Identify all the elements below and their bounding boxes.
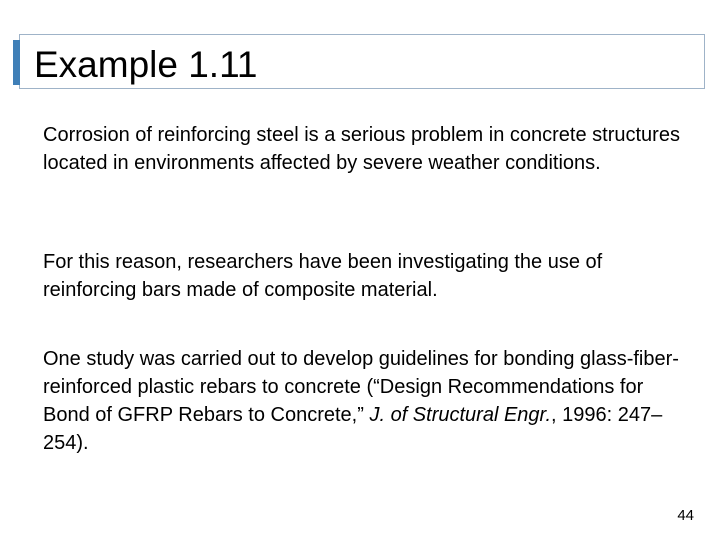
paragraph-research: For this reason, researchers have been investigating the use of reinforcing bars made of composite material.: [43, 251, 603, 301]
study-text: One study was carried out to develop guidelines for bonding glass-fiber-reinforced plastic rebars to concrete (“Design Recommendations for Bond of GFRP Rebars to Concrete,”: [43, 348, 679, 426]
journal-name: J. of Structural Engr.: [369, 404, 552, 426]
slide-title: Example 1.11: [34, 44, 258, 85]
paragraph-corrosion: Corrosion of reinforcing steel is a serious problem in concrete structures located in environments affected by severe weather conditions.: [43, 124, 680, 174]
paragraph-study: [43, 345, 683, 457]
citation-details: , 1996: 247–254).: [43, 404, 663, 454]
title-accent-bar: [13, 40, 20, 85]
page-number: 44: [677, 507, 694, 524]
